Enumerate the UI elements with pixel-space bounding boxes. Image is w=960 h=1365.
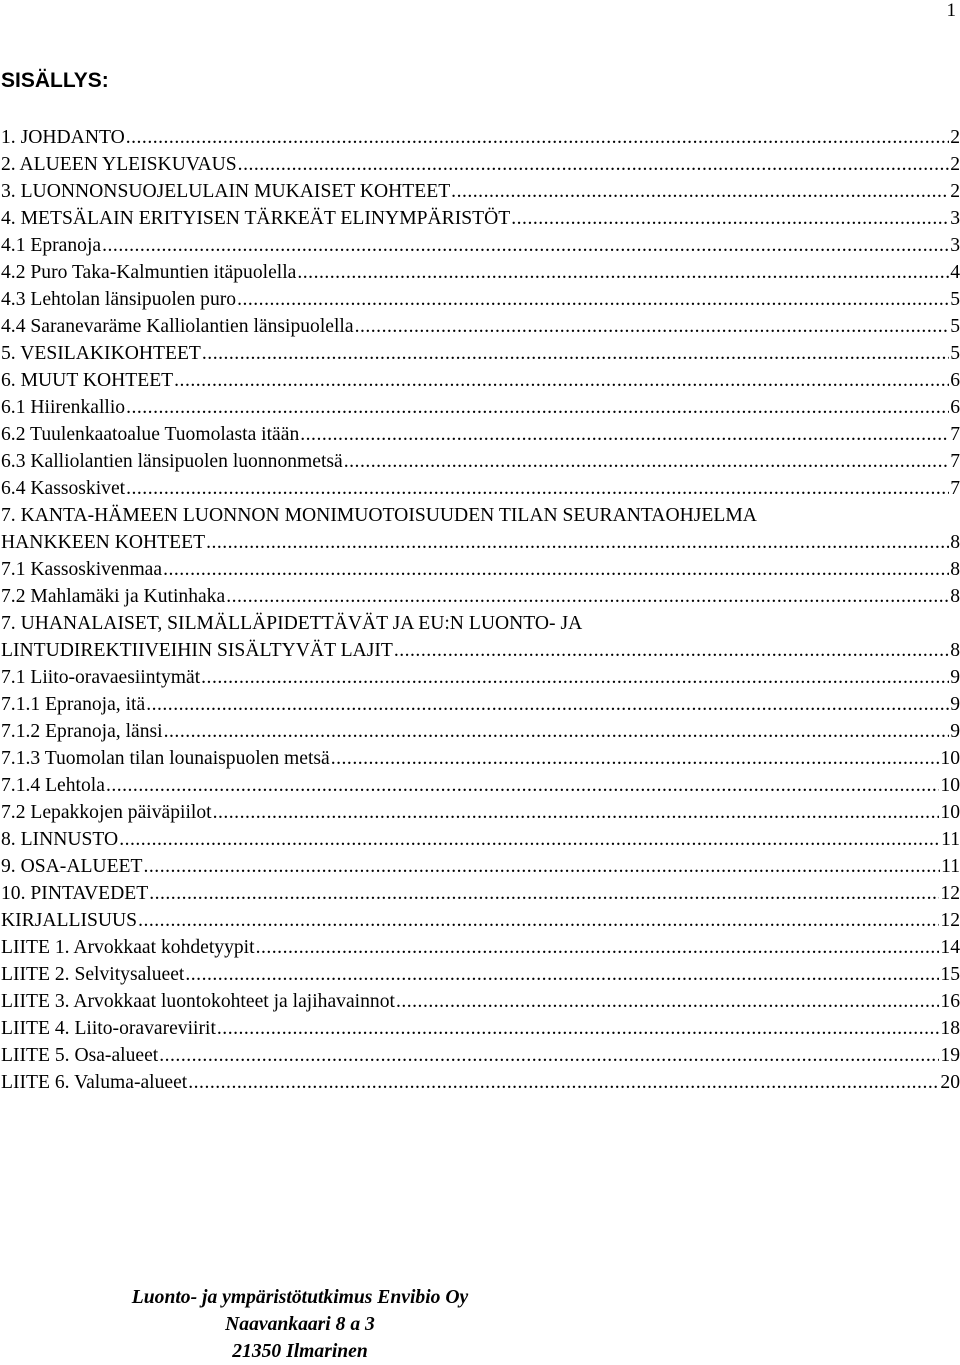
toc-entry-title: 7.2 Lepakkojen päiväpiilot: [1, 802, 212, 824]
dot-leader: [451, 178, 949, 205]
toc-entry[interactable]: [1, 907, 960, 934]
dot-leader: [188, 1069, 939, 1096]
toc-entry-page: 5: [950, 316, 960, 338]
dot-leader: [300, 421, 949, 448]
toc-entry-title: 9. OSA-ALUEET: [1, 856, 143, 878]
toc-entry-title: LIITE 6. Valuma-alueet: [1, 1072, 188, 1094]
toc-entry-page: 3: [950, 235, 960, 257]
toc-entry[interactable]: [1, 448, 960, 475]
toc-entry-title: 7.1.1 Epranoja, itä: [1, 694, 146, 716]
toc-entry-title: 4.2 Puro Taka-Kalmuntien itäpuolella: [1, 262, 297, 284]
toc-entry[interactable]: [1, 691, 960, 718]
dot-leader: [164, 718, 950, 745]
toc-entry-page: 6: [950, 370, 960, 392]
dot-leader: [163, 556, 949, 583]
dot-leader: [185, 961, 939, 988]
dot-leader: [146, 691, 949, 718]
toc-entry-page: 11: [941, 829, 960, 851]
dot-leader: [174, 367, 949, 394]
toc-entry[interactable]: [1, 1042, 960, 1069]
dot-leader: [119, 826, 940, 853]
toc-entry-page: 2: [950, 154, 960, 176]
toc-entry[interactable]: [1, 664, 960, 691]
toc-entry-page: 10: [940, 748, 960, 770]
toc-entry-title: KIRJALLISUUS: [1, 910, 138, 932]
toc-entry-title: LIITE 3. Arvokkaat luontokohteet ja lajihavainnot: [1, 991, 395, 1013]
toc-entry-title: 3. LUONNONSUOJELULAIN MUKAISET KOHTEET: [1, 181, 451, 203]
toc-entry[interactable]: [1, 151, 960, 178]
toc-entry[interactable]: [1, 205, 960, 232]
dot-leader: [138, 907, 939, 934]
toc-entry-page: 15: [940, 964, 960, 986]
dot-leader: [394, 637, 949, 664]
toc-entry-page: 3: [950, 208, 960, 230]
toc-entry-title: 7.1.4 Lehtola: [1, 775, 105, 797]
toc-entry[interactable]: [1, 340, 960, 367]
toc-entry[interactable]: [1, 799, 960, 826]
dot-leader: [201, 664, 949, 691]
toc-entry-title: 6.1 Hiirenkallio: [1, 397, 126, 419]
toc-entry-title: 6. MUUT KOHTEET: [1, 370, 174, 392]
dot-leader: [396, 988, 939, 1015]
toc-entry-page: 12: [940, 910, 960, 932]
toc-entry-page: 2: [950, 181, 960, 203]
toc-entry-page: 12: [940, 883, 960, 905]
toc-entry[interactable]: [1, 259, 960, 286]
toc-entry[interactable]: [1, 583, 960, 610]
toc-entry[interactable]: [1, 1069, 960, 1096]
toc-entry-page: 2: [950, 127, 960, 148]
toc-entry[interactable]: [1, 313, 960, 340]
toc-entry[interactable]: [1, 934, 960, 961]
toc-entry-page: 8: [950, 559, 960, 581]
dot-leader: [217, 1015, 940, 1042]
dot-leader: [149, 880, 939, 907]
dot-leader: [238, 151, 950, 178]
toc-entry-page: 8: [950, 640, 960, 662]
toc-entry-page: 8: [950, 586, 960, 608]
toc-entry-title: LIITE 1. Arvokkaat kohdetyypit: [1, 937, 255, 959]
dot-leader: [144, 853, 941, 880]
toc-entry-page: 7: [950, 478, 960, 500]
toc-entry[interactable]: [1, 232, 960, 259]
toc-entry-page: 10: [940, 775, 960, 797]
toc-entry-page: 8: [950, 532, 960, 554]
toc-entry-page: 16: [940, 991, 960, 1013]
toc-entry-page: 9: [950, 721, 960, 743]
footer-address: Naavankaari 8 a 3: [225, 1314, 375, 1335]
toc-entry-title: 7.1.2 Epranoja, länsi: [1, 721, 163, 743]
toc-entry[interactable]: [1, 475, 960, 502]
dot-leader: [256, 934, 940, 961]
dot-leader: [106, 772, 939, 799]
toc-entry[interactable]: [1, 421, 960, 448]
toc-entry-title: LIITE 4. Liito-oravareviirit: [1, 1018, 216, 1040]
toc-entry[interactable]: [1, 367, 960, 394]
toc-entry[interactable]: [1, 610, 960, 664]
toc-entry-title: 2. ALUEEN YLEISKUVAUS: [1, 154, 237, 176]
footer-company: Luonto- ja ympäristötutkimus Envibio Oy: [131, 1287, 469, 1308]
toc-entry[interactable]: [1, 718, 960, 745]
toc-entry-page: 7: [950, 424, 960, 446]
toc-entry[interactable]: [1, 556, 960, 583]
toc-entry-title: 6.4 Kassoskivet: [1, 478, 126, 500]
dot-leader: [126, 475, 949, 502]
dot-leader: [102, 232, 949, 259]
toc-entry-title-continued: HANKKEEN KOHTEET: [1, 532, 206, 554]
toc-entry[interactable]: [1, 745, 960, 772]
dot-leader: [331, 745, 940, 772]
toc-entry-title: 4.1 Epranoja: [1, 235, 102, 257]
toc-entry[interactable]: [1, 961, 960, 988]
toc-entry-title: 8. LINNUSTO: [1, 829, 119, 851]
dot-leader: [297, 259, 949, 286]
toc-entry-title: 7.2 Mahlamäki ja Kutinhaka: [1, 586, 226, 608]
toc-entry-title: 4.4 Saranevaräme Kalliolantien länsipuolella: [1, 316, 354, 338]
dot-leader: [511, 205, 949, 232]
toc-entry-page: 10: [940, 802, 960, 824]
toc-entry-page: 11: [941, 856, 960, 878]
toc-entry[interactable]: [1, 826, 960, 853]
dot-leader: [126, 124, 949, 151]
toc-entry-page: 7: [950, 451, 960, 473]
toc-entry-page: 18: [940, 1018, 960, 1040]
toc-entry-title: LIITE 5. Osa-alueet: [1, 1045, 159, 1067]
footer-postal: 21350 Ilmarinen: [232, 1341, 368, 1362]
toc-entry-title: 6.3 Kalliolantien länsipuolen luonnonmetsä: [1, 451, 343, 473]
toc-entry-title: 7.1 Liito-oravaesiintymät: [1, 667, 201, 689]
toc-entry[interactable]: [1, 1015, 960, 1042]
page-number: 1: [946, 0, 956, 21]
footer: [0, 1284, 780, 1365]
toc-entry-title: 7.1 Kassoskivenmaa: [1, 559, 163, 581]
toc-entry-page: 19: [940, 1045, 960, 1067]
toc-heading: SISÄLLYS:: [1, 69, 109, 92]
toc-entry-page: 9: [950, 694, 960, 716]
toc-entry[interactable]: [1, 502, 960, 556]
dot-leader: [202, 340, 949, 367]
toc-entry[interactable]: [1, 178, 960, 205]
toc-entry[interactable]: [1, 286, 960, 313]
dot-leader: [213, 799, 940, 826]
toc-entry-page: 20: [940, 1072, 960, 1094]
toc-entry[interactable]: [1, 988, 960, 1015]
dot-leader: [159, 1042, 939, 1069]
table-of-contents: [1, 124, 960, 1097]
dot-leader: [344, 448, 949, 475]
dot-leader: [206, 529, 949, 556]
toc-entry-page: 6: [950, 397, 960, 419]
toc-entry-page: 5: [950, 289, 960, 311]
toc-entry-title-continued: LINTUDIREKTIIVEIHIN SISÄLTYVÄT LAJIT: [1, 640, 393, 662]
toc-entry-page: 4: [950, 262, 960, 284]
toc-entry-title: 10. PINTAVEDET: [1, 883, 149, 905]
toc-entry-page: 9: [950, 667, 960, 689]
toc-entry-title: 7. KANTA-HÄMEEN LUONNON MONIMUOTOISUUDEN TILAN SEURANTAOHJELMA: [1, 505, 757, 527]
dot-leader: [237, 286, 949, 313]
dot-leader: [126, 394, 949, 421]
dot-leader: [355, 313, 950, 340]
toc-entry-title: 4. METSÄLAIN ERITYISEN TÄRKEÄT ELINYMPÄRISTÖT: [1, 208, 511, 230]
toc-entry-title: 7.1.3 Tuomolan tilan lounaispuolen metsä: [1, 748, 330, 770]
toc-entry-title: 7. UHANALAISET, SILMÄLLÄPIDETTÄVÄT JA EU:N LUONTO- JA: [1, 613, 583, 635]
toc-entry-title: 4.3 Lehtolan länsipuolen puro: [1, 289, 237, 311]
toc-entry[interactable]: [1, 772, 960, 799]
toc-entry-title: 1. JOHDANTO: [1, 127, 125, 148]
toc-entry[interactable]: [1, 880, 960, 907]
toc-entry[interactable]: [1, 124, 960, 151]
toc-entry-page: 5: [950, 343, 960, 365]
toc-entry-title: LIITE 2. Selvitysalueet: [1, 964, 185, 986]
toc-entry-title: 6.2 Tuulenkaatoalue Tuomolasta itään: [1, 424, 300, 446]
toc-entry-page: 14: [940, 937, 960, 959]
toc-entry-title: 5. VESILAKIKOHTEET: [1, 343, 201, 365]
toc-entry[interactable]: [1, 853, 960, 880]
toc-entry[interactable]: [1, 394, 960, 421]
dot-leader: [226, 583, 949, 610]
